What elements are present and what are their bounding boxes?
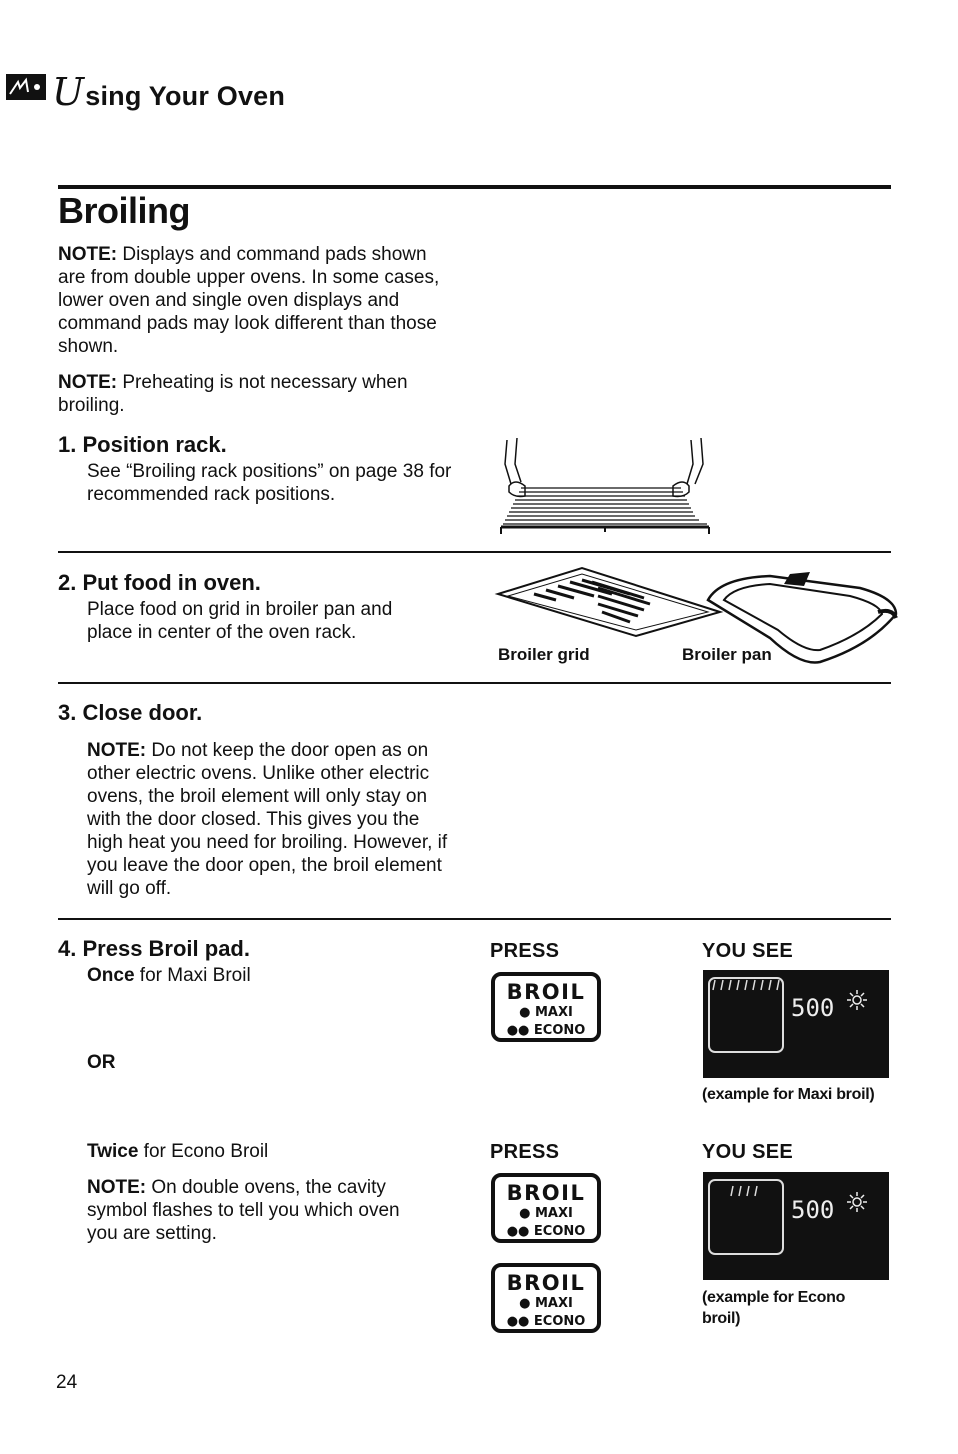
display-temp: 500 <box>791 994 835 1022</box>
twice-text: for Econo Broil <box>138 1141 269 1162</box>
header-title-script-letter: U <box>52 70 85 114</box>
heat-element-icon <box>731 1186 757 1196</box>
step-divider <box>58 551 891 553</box>
section-title: Broiling <box>58 190 190 231</box>
step-title-text: Put food in oven. <box>82 570 261 595</box>
note-label: NOTE: <box>58 372 118 393</box>
note-label: NOTE: <box>58 244 118 265</box>
step-number: 4. <box>58 936 77 961</box>
twice-bold: Twice <box>87 1141 139 1162</box>
note-text: Displays and command pads shown are from double upper ovens. In some cases, lower oven and single oven displays and command pads may look different than those shown. <box>58 244 440 357</box>
broil-pad-maxi-label: ● MAXI <box>519 1005 573 1020</box>
page-number: 24 <box>56 1372 78 1393</box>
caption-econo: (example for Econo broil) <box>702 1289 846 1327</box>
note-label: NOTE: <box>87 1177 147 1198</box>
step-2-body: Place food on grid in broiler pan and place in center of the oven rack. <box>87 599 393 643</box>
note-text: Do not keep the door open as on other electric ovens. Unlike other electric ovens, the broil element will only stay on with the door closed. This gives you the high heat you need for broiling. However, if you leave the door open, the broil element will go off. <box>87 740 448 899</box>
broil-pad-econo-label: ●● ECONO <box>506 1224 586 1239</box>
step-1-title <box>58 432 227 458</box>
broil-pad-econo-second[interactable] <box>491 1263 601 1333</box>
broiler-grid-label: Broiler grid <box>498 645 590 664</box>
broil-pad-title: BROIL <box>506 1181 586 1205</box>
oven-display-maxi <box>703 970 889 1078</box>
step-divider <box>58 918 891 920</box>
header-title-text: sing Your Oven <box>85 81 286 111</box>
oven-display-screen <box>703 970 889 1078</box>
step-number: 2. <box>58 570 77 595</box>
header-title <box>52 70 285 114</box>
broil-pad-maxi-label: ● MAXI <box>519 1296 573 1311</box>
broil-pad-econo-first[interactable] <box>491 1173 601 1243</box>
press-label: PRESS <box>490 940 560 962</box>
step-divider <box>58 682 891 684</box>
note-text: On double ovens, the cavity symbol flashes to tell you which oven you are setting. <box>87 1177 400 1244</box>
broil-pad-title: BROIL <box>506 980 586 1004</box>
step-4-twice <box>87 1140 268 1163</box>
broil-pad-econo-label: ●● ECONO <box>506 1314 586 1329</box>
press-label: PRESS <box>490 1141 560 1163</box>
step-4-title <box>58 936 250 962</box>
broil-pad-econo-label: ●● ECONO <box>506 1023 586 1038</box>
sun-icon <box>847 1192 867 1212</box>
step-number: 1. <box>58 432 77 457</box>
step-4-note <box>87 1176 432 1245</box>
step-3-title <box>58 700 202 726</box>
caption-maxi: (example for Maxi broil) <box>702 1086 875 1103</box>
once-text: for Maxi Broil <box>134 965 251 986</box>
step-number: 3. <box>58 700 77 725</box>
broiler-rack-illustration <box>495 436 715 538</box>
broil-pad-maxi[interactable] <box>491 972 601 1042</box>
note-preheating <box>58 371 458 417</box>
step-4-or: OR <box>87 1052 116 1073</box>
step-4-once <box>87 964 251 987</box>
broiler-pan-label: Broiler pan <box>682 645 772 664</box>
note-text: Preheating is not necessary when broiling. <box>58 372 408 416</box>
oven-display-econo <box>703 1172 889 1280</box>
note-displays <box>58 243 458 358</box>
oven-display-screen <box>703 1172 889 1280</box>
header-logo-icon <box>6 74 46 100</box>
you-see-label: YOU SEE <box>702 940 794 962</box>
step-title-text: Position rack. <box>82 432 227 457</box>
sun-icon <box>847 990 867 1010</box>
step-title-text: Close door. <box>82 700 203 725</box>
heat-element-icon <box>713 980 779 990</box>
you-see-label: YOU SEE <box>702 1141 794 1163</box>
broil-pad-title: BROIL <box>506 1271 586 1295</box>
step-1-body: See “Broiling rack positions” on page 38 for recommended rack positions. <box>87 461 452 505</box>
broiler-grid-illustration <box>494 564 726 642</box>
step-title-text: Press Broil pad. <box>82 936 250 961</box>
step-3-note <box>87 739 457 900</box>
once-bold: Once <box>87 965 135 986</box>
broil-pad-maxi-label: ● MAXI <box>519 1206 573 1221</box>
display-temp: 500 <box>791 1196 835 1224</box>
note-label: NOTE: <box>87 740 147 761</box>
section-rule <box>58 185 891 189</box>
step-2-title <box>58 570 261 596</box>
